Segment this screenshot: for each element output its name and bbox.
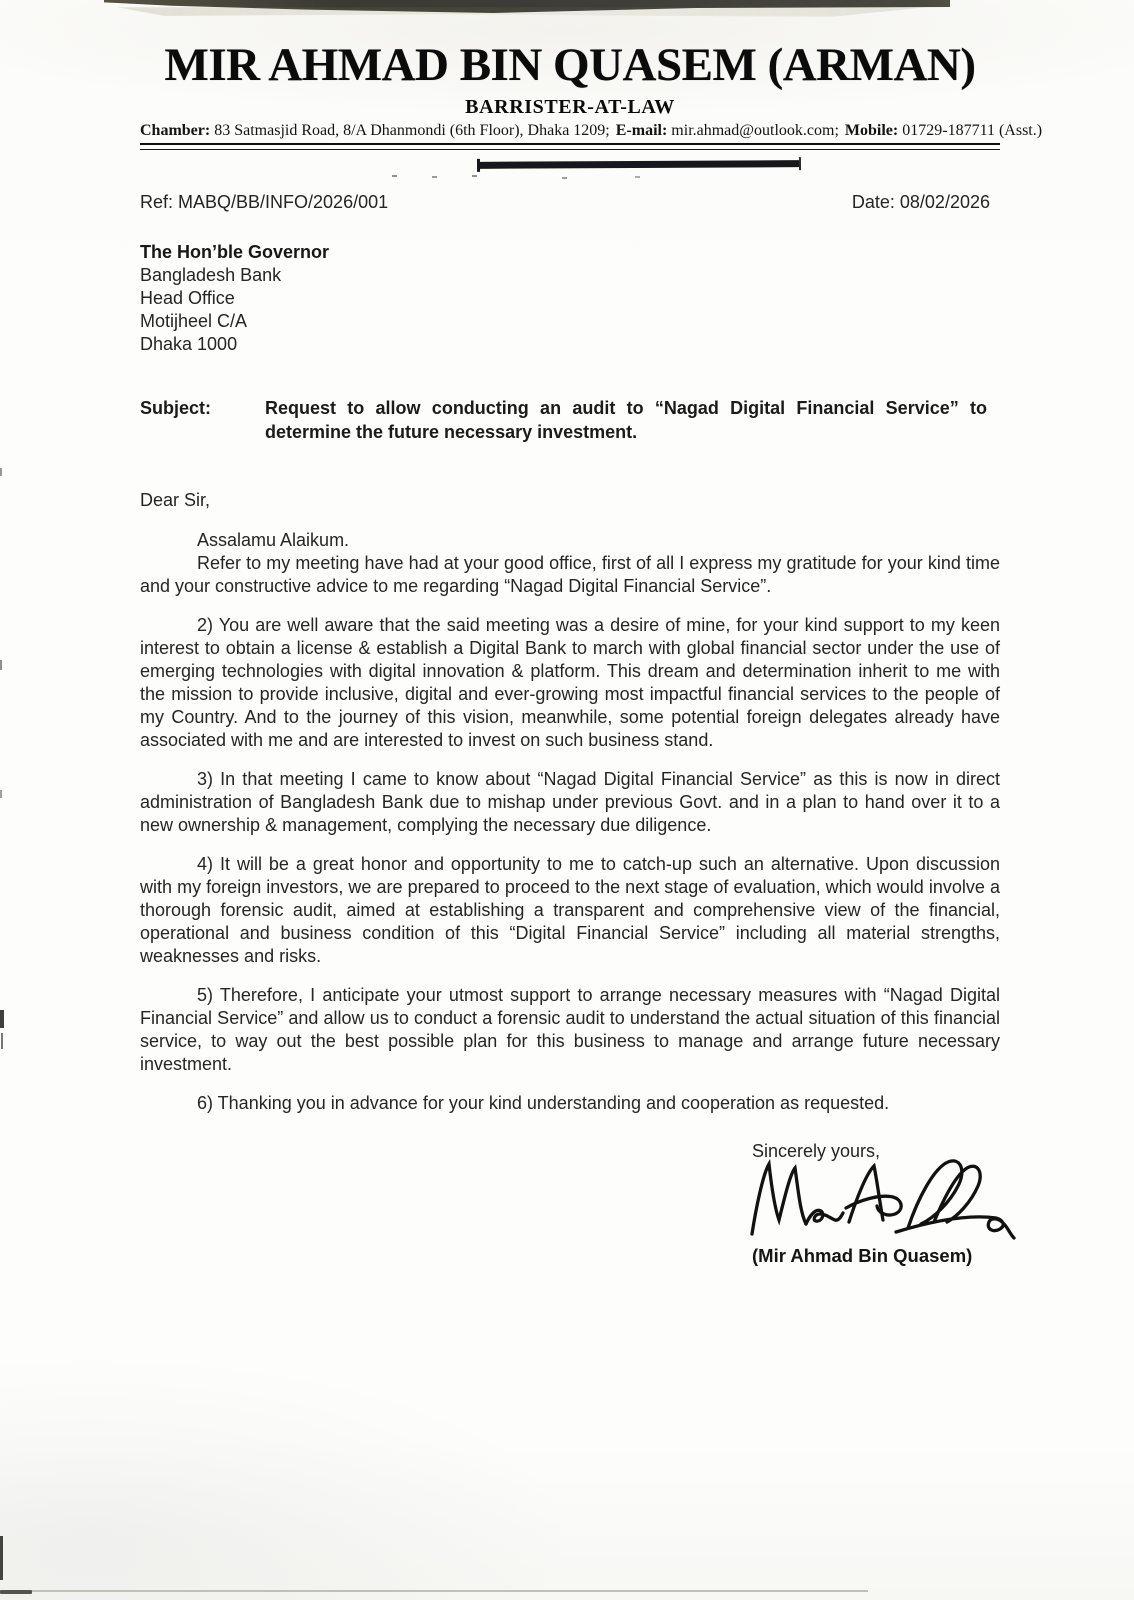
subject-label: Subject:: [140, 397, 212, 418]
recipient-address: [140, 241, 1000, 356]
scan-artifact-bottom-dash: [0, 1590, 32, 1594]
valediction: Sincerely yours,: [752, 1140, 881, 1161]
chamber-address: 83 Satmasjid Road, 8/A Dhanmondi (6th Floor), Dhaka 1209;: [214, 121, 610, 139]
recipient-line: The Hon’ble Governor: [140, 241, 330, 262]
letter-date: Date: 08/02/2026: [851, 191, 990, 212]
paragraph: 2) You are well aware that the said meeting was a desire of mine, for your kind support to my keen interest to obtain a license & establish a Digital Bank to march with global financial sector under the use of emerging technologies with digital innovation & platform. This dream and determination inherit to me with the mission to provide inclusive, digital and ever-growing most impactful financial services to the people of my Country. And to the journey of this vision, meanwhile, some potential foreign delegates already have associated with me and are interested to invest on such business stand.: [140, 614, 1000, 750]
recipient-line: Motijheel C/A: [140, 310, 248, 331]
salutation: Dear Sir,: [140, 489, 211, 510]
closing-block: [752, 1141, 1000, 1273]
scan-artifact-top-fringe: [116, 7, 928, 17]
scan-artifact-specks: [392, 175, 397, 177]
letterhead: [140, 39, 1043, 150]
letter-content: [0, 40, 1134, 1273]
paragraph: 4) It will be a great honor and opportunity to me to catch-up such an alternative. Upon discussion with my foreign investors, we are prepared to proceed to the next stage of evaluation, which would involve a thorough forensic audit, aimed at establishing a transparent and comprehensive view of the financial, operational and business condition of this “Digital Financial Service” including all material strengths, weaknesses and risks.: [140, 853, 1000, 966]
email-address: mir.ahmad@outlook.com;: [671, 121, 839, 139]
mobile-number: 01729-187711 (Asst.): [902, 121, 1043, 139]
greeting-line: Assalamu Alaikum.: [197, 529, 350, 550]
recipient-line: Bangladesh Bank: [140, 264, 282, 285]
subject-text: Request to allow conducting an audit to “Nagad Digital Financial Service” to determine the future necessary investment.: [265, 397, 987, 442]
reference-row: [140, 192, 1000, 213]
sender-title: BARRISTER-AT-LAW: [465, 95, 675, 118]
recipient-line: Head Office: [140, 287, 235, 308]
chamber-label: Chamber:: [140, 121, 211, 139]
scan-artifact-left-tick: [0, 660, 2, 670]
letterhead-contact-line: [140, 121, 1043, 140]
scan-artifact-bottom-left-line: [0, 1536, 3, 1580]
email-label: E-mail:: [615, 121, 668, 139]
scan-artifact-left-tick: [0, 468, 2, 476]
reference-number: Ref: MABQ/BB/INFO/2026/001: [140, 191, 389, 212]
paragraph: 3) In that meeting I came to know about “Nagad Digital Financial Service” as this is now in direct administration of Bangladesh Bank due to mishap under previous Govt. and in a plan to hand over it to a new ownership & management, complying the necessary due diligence.: [140, 768, 1000, 835]
recipient-line: Dhaka 1000: [140, 333, 238, 354]
signatory-name: (Mir Ahmad Bin Quasem): [752, 1244, 973, 1266]
scan-artifact-left-tick: [0, 790, 2, 798]
paragraph: Refer to my meeting have had at your good office, first of all I express my gratitude for your kind time and your constructive advice to me regarding “Nagad Digital Financial Service”.: [140, 552, 1000, 596]
subject-row: [140, 396, 1000, 444]
letterhead-divider: [140, 143, 1000, 150]
scan-artifact-left-mark: [0, 1010, 4, 1028]
paragraph: 6) Thanking you in advance for your kind understanding and cooperation as requested.: [197, 1092, 890, 1113]
scan-artifact-bottom-shadow: [0, 1590, 868, 1592]
sender-name: MIR AHMAD BIN QUASEM (ARMAN): [164, 39, 976, 91]
mobile-label: Mobile:: [844, 121, 899, 139]
paragraph: 5) Therefore, I anticipate your utmost support to arrange necessary measures with “Nagad Digital Financial Service” and allow us to conduct a forensic audit to understand the actual situation of this financial service, to way out the best possible plan for this business to manage and arrange future necessary investment.: [140, 984, 1000, 1074]
handwritten-signature: [746, 1156, 1020, 1244]
